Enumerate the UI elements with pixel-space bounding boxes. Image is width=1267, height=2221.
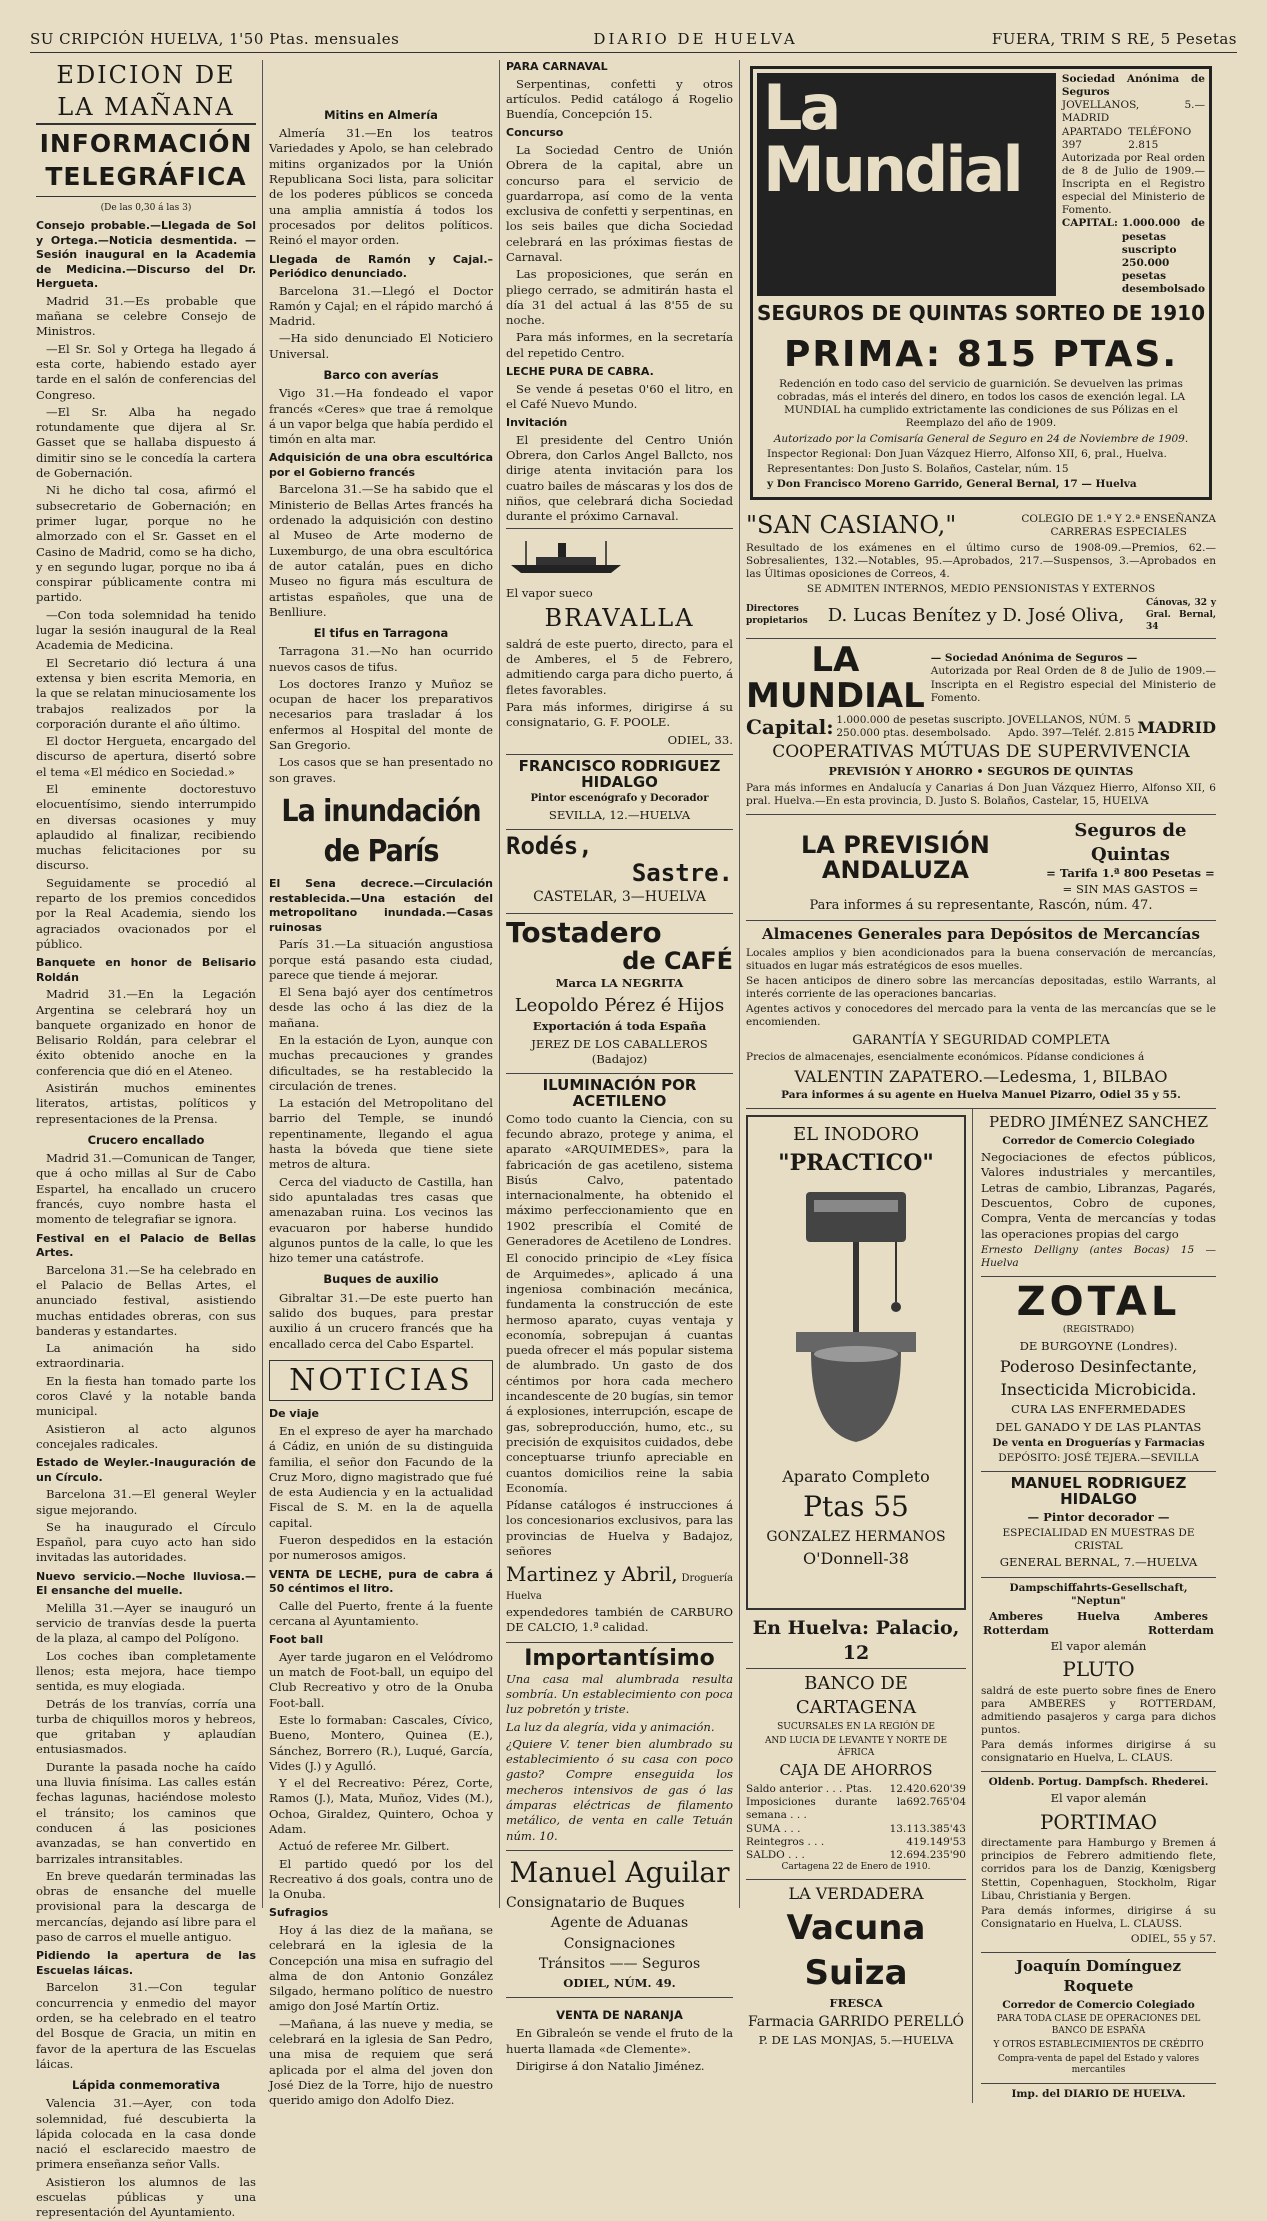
ad-address: CASTELAR, 3—HUELVA — [533, 889, 706, 906]
company-name: LA PREVISIÓN ANDALUZA — [800, 830, 990, 884]
bank-row-label: SUMA . . . — [746, 1822, 801, 1835]
ad-la-mundial — [750, 66, 1212, 500]
prima: PRIMA: 815 PTAS. — [783, 333, 1179, 375]
location: En Huelva: Palacio, 12 — [752, 1617, 960, 1665]
paragraph: Para más informes en Andalucía y Canarias á Don Juan Vázquez Hierro, Alfonso XII, 6 pral. Huelva.—En esta provincia, D. Justo S. Bolaños, Castelar, 15, HUELVA — [746, 781, 1216, 807]
article-heading: Llegada de Ramón y Cajal.–Periódico denunciado. — [269, 252, 493, 281]
ad-name: MANUEL RODRIGUEZ HIDALGO — [1010, 1474, 1187, 1509]
bank-branches: SUCURSALES EN LA REGIÓN DE — [777, 1721, 935, 1732]
paragraph: Asistieron al acto algunos concejales radicales. — [36, 1421, 256, 1451]
paragraph: La estación del Metropolitano del barrio del Temple, se inundó repentinamente, llegando el agua hasta la bóveda que tiene siete metros de altura. — [269, 1096, 493, 1172]
ad-rodriguez-hidalgo — [506, 755, 733, 830]
ad-title: VENTA DE NARANJA — [556, 2008, 683, 2023]
paragraph: Este lo formaban: Cascales, Cívico, Bueno, Montero, Quinea (E.), Sánchez, Borrero (R.), Luqué, García, Vides (J.) y Agulló. — [269, 1712, 493, 1773]
paragraph: El partido quedó por los del Recreativo á dos goals, contra uno de la Onuba. — [269, 1856, 493, 1902]
ad-line: ESPECIALIDAD EN MUESTRAS DE CRISTAL — [1002, 1527, 1195, 1553]
ad-title: EL INODORO — [793, 1124, 919, 1146]
ship-name: PORTIMAO — [1039, 1809, 1158, 1834]
ad-seller-name: Martinez y Abril, — [506, 1562, 678, 1587]
ad-line: CURA LAS ENFERMEDADES — [1011, 1402, 1186, 1417]
paragraph: y Don Francisco Moreno Garrido, General Bernal, 17 — Huelva — [767, 477, 1137, 490]
article-heading: Lápida conmemorativa — [72, 2078, 220, 2093]
paragraph: Calle del Puerto, frente á la fuente cercana al Ayuntamiento. — [269, 1598, 493, 1628]
paragraph: —Con toda solemnidad ha tenido lugar la sesión inaugural de la Real Academia de Medicina. — [36, 607, 256, 653]
paragraph: Para demás informes, dirigirse á su Consignatario en Huelva, L. CLAUSS. — [981, 1904, 1216, 1930]
paragraph: Se ha inaugurado el Círculo Español, para cuyo acto han sido invitadas las autoridades. — [36, 1519, 256, 1565]
paragraph: Actuó de referee Mr. Gilbert. — [279, 1839, 450, 1854]
column-advertisements — [740, 60, 1222, 2101]
newspaper-name: DIARIO DE HUELVA — [593, 30, 798, 48]
paragraph: La Sociedad Centro de Unión Obrera de la capital, abre un concurso para el servicio de guardarropa, así como de la venta exclusiva de confetti y serpentinas, en los seis bailes que dicha Sociedad celebrará en las próximas fiestas de Carnaval. — [506, 142, 733, 264]
bank-row-value: 692.765'04 — [906, 1796, 966, 1809]
paragraph: La animación ha sido extraordinaria. — [36, 1341, 256, 1371]
paragraph: Hoy á las diez de la mañana, se celebrará en la iglesia de la Concepción una misa en sufragio del alma de don Antonio González Silgado, hermano político de nuestro amigo don José Martín Ortiz. — [269, 1923, 493, 2014]
article-heading: Mitins en Almería — [324, 108, 438, 122]
route-center: Huelva — [1076, 1609, 1121, 1623]
paragraph: En breve quedarán terminadas las obras de ensanche del muelle provisional para la descarga de mercancías, dejando así libre para el paso de carros el muelle antiguo. — [36, 1868, 256, 1944]
paragraph: —Mañana, á las nueve y media, se celebrará en la iglesia de San Pedro, una misa de requiem que será aplicada por el alma del joven don José Diez de la Torre, hijo de nuestro querido amigo don Adolfo Diez. — [269, 2016, 493, 2108]
article-heading: El Sena decrece.—Circulación restablecida.—Una estación del metropolitano inundada.—Casas ruinosas — [269, 877, 493, 934]
broker-name: PEDRO JIMÉNEZ SANCHEZ — [988, 1113, 1209, 1132]
ad-subtitle: Pintor escenógrafo y Decorador — [530, 793, 709, 805]
printer-credit: Imp. del DIARIO DE HUELVA. — [1011, 2088, 1186, 2101]
paragraph: Ni he dicho tal cosa, afirmó el subsecretario de Gobernación; en primer lugar, porque no he almorzado con el Sr. Gasset en el Casino de Madrid, como se ha dicho, y en segundo lugar, porque no iba á conspirar públicamente contra mi partido. — [36, 483, 256, 605]
seguros-quintas: SEGUROS DE QUINTAS — [757, 301, 1009, 326]
ad-san-casiano — [746, 506, 1216, 639]
bank-row-label: Saldo anterior . . . Ptas. — [746, 1783, 872, 1796]
ad-role: — Pintor decorador — — [1027, 1509, 1170, 1524]
article-heading: LECHE PURA DE CABRA. — [506, 365, 654, 379]
ad-rodes-sastre — [506, 830, 733, 914]
ad-line: Consignaciones — [563, 1935, 676, 1952]
telephone: TELÉFONO 2.815 — [1128, 125, 1192, 151]
paragraph: Dirigirse á don Natalio Jiménez. — [516, 2058, 705, 2073]
paragraph: Precios de almacenajes, esencialmente económicos. Pídanse condiciones á — [746, 1050, 1145, 1063]
bank-row-value: 419.149'53 — [906, 1835, 966, 1848]
ad-address: SEVILLA, 12.—HUELVA — [548, 807, 691, 822]
article-heading: Consejo probable.—Llegada de Sol y Ortega.—Noticia desmentida. —Sesión inaugural en la Academia de Medicina.—Discurso del Dr. Hergueta. — [36, 219, 256, 291]
address: JOVELLANOS, 5.—MADRID — [1061, 99, 1205, 125]
paragraph: Vigo 31.—Ha fondeado el vapor francés «Ceres» que trae á remolque á un vapor belga que había perdido el timón en alta mar. — [269, 386, 493, 447]
article-heading: Banquete en honor de Belisario Roldán — [36, 956, 256, 984]
contact-name: VALENTIN ZAPATERO.—Ledesma, 1, BILBAO — [794, 1066, 1168, 1086]
ad-title: "PRACTICO" — [778, 1149, 934, 1176]
ad-line: Tránsitos —— Seguros — [538, 1956, 701, 1973]
paragraph: Los coches iban completamente llenos; esta mejora, hace tiempo sentida, es muy elogiada. — [36, 1648, 256, 1694]
paragraph: Valencia 31.—Ayer, con toda solemnidad, fué descubierta la lápida colocada en la casa donde nació el esclarecido maestro de primera enseñanza señor Valls. — [36, 2096, 256, 2172]
broker-role: Corredor de Comercio Colegiado — [1002, 1998, 1195, 2011]
paragraph: Los casos que se han presentado no son graves. — [269, 755, 493, 785]
article-heading: Estado de Weyler.-Inauguración de un Círculo. — [36, 1456, 256, 1484]
paragraph: Barcelon 31.—Con tegular concurrencia y enmedio del mayor orden, se ha celebrado en el teatro del Bosque de Gracia, un mitin en favor de la apertura de las Escuelas láicas. — [36, 1980, 256, 2071]
headline-paris-flood: La inundación de París — [281, 793, 481, 869]
address: JOVELLANOS, NÚM. 5 — [1008, 714, 1131, 727]
ad-seller-place: Droguería Huelva — [506, 1573, 734, 1602]
ad-line: PARA TODA CLASE DE OPERACIONES DEL BANCO DE ESPAÑA — [996, 2013, 1201, 2036]
ad-line: Aparato Completo — [782, 1466, 930, 1486]
paragraph: —El Sr. Sol y Ortega ha llegado á esta corte, habiendo estado ayer tarde en el salón de conferencias del Congreso. — [36, 341, 256, 402]
paragraph: Tarragona 31.—No han ocurrido nuevos casos de tifus. — [269, 644, 493, 674]
paragraph: Seguidamente se procedió al reparto de los premios concedidos por la Real Academia, siendo los agraciados ovacionados por el público. — [36, 875, 256, 951]
bank-region: AND LUCIA DE LEVANTE Y NORTE DE ÁFRICA — [764, 1735, 948, 1758]
ad-line: Insecticida Microbicida. — [1000, 1380, 1197, 1400]
paragraph: Para informes á su representante, Rascón, núm. 47. — [809, 897, 1153, 913]
ad-naranja — [506, 1998, 733, 2074]
ad-subtitle: Sastre. — [631, 859, 733, 887]
ad-line: LA VERDADERA — [788, 1883, 924, 1903]
ad-export: Exportación á toda España — [532, 1019, 707, 1034]
pharmacy: Farmacia GARRIDO PERELLÓ — [747, 2013, 965, 2030]
ship-address: ODIEL, 33. — [667, 732, 733, 747]
ad-price: Ptas 55 — [803, 1490, 909, 1523]
paragraph: Una casa mal alumbrada resulta sombría. Un establecimiento con poca luz pobretón y triste. — [506, 1671, 733, 1717]
no-extra-cost: = SIN MAS GASTOS = — [1062, 881, 1199, 896]
article-heading: De viaje — [269, 1407, 320, 1421]
paragraph: Pídanse catálogos é instrucciones á los concesionarios exclusivos, para las provincias de Huelva y Badajoz, señores — [506, 1498, 733, 1558]
paragraph: Como todo cuanto la Ciencia, con su fecundo abrazo, protege y anima, el aparato «ARQUIMEDES», para la fabricación de gas acetileno, sistema Bisús Calvo, patentado internacionalmente, ha obtenido el máximo perfeccionamiento que en 1902 prescribía el Comité de Generadores de Acetileno de Londres. — [506, 1111, 733, 1249]
paragraph: Autorizado por la Comisaría General de Seguro en 24 de Noviembre de 1909. — [773, 432, 1189, 445]
ad-manuel-aguilar — [506, 1851, 733, 1998]
capital-subscribed: 1.000.000 de pesetas suscripto — [1121, 217, 1205, 256]
paragraph: Representantes: Don Justo S. Bolaños, Castelar, núm. 15 — [767, 462, 1069, 475]
paragraph: saldrá de este puerto sobre fines de Enero para AMBERES y ROTTERDAM, admitiendo pasajeros y carga para dichos puntos. — [981, 1684, 1216, 1736]
masthead — [30, 30, 1237, 53]
ad-pedro-jimenez — [981, 1109, 1216, 1277]
ad-zotal — [981, 1277, 1216, 1472]
ad-title: Tostadero — [506, 915, 662, 949]
article-heading: Pidiendo la apertura de las Escuelas láicas. — [36, 1949, 256, 1977]
paragraph: Para más informes, en la secretaría del repetido Centro. — [506, 330, 733, 360]
ship-name: BRAVALLA — [544, 604, 695, 633]
paragraph: Madrid 31.—En la Legación Argentina se celebrará hoy un banquete organizado en honor de Belisario Roldán, para celebrar el éxito obtenido anoche en la conferencia que dió en el Ateneo. — [36, 987, 256, 1078]
ad-line: FRESCA — [829, 1995, 883, 2010]
article-heading: Foot ball — [269, 1633, 324, 1647]
product-name: ZOTAL — [1016, 1279, 1181, 1326]
ad-joaquin-dominguez — [981, 1953, 1216, 2084]
ad-address: GENERAL BERNAL, 7.—HUELVA — [999, 1555, 1198, 1570]
article-heading: Sufragios — [269, 1906, 329, 1920]
ad-title: de CAFÉ — [622, 947, 733, 976]
paragraph: Madrid 31.—Comunican de Tanger, que á ocho millas al Sur de Cabo Espartel, ha encallado un crucero francés, cuyo nombre hasta el momento de telegrafiar se ignora. — [36, 1151, 256, 1227]
paragraph: —Ha sido denunciado El Noticiero Universal. — [269, 331, 493, 361]
paragraph: Locales amplios y bien acondicionados para la buena conservación de mercancías, situados en lugar más estratégicos de esos muelles. — [746, 946, 1216, 972]
ad-palacio — [746, 1616, 966, 1669]
bank-name: BANCO DE CARTAGENA — [795, 1673, 917, 1719]
ad-address: P. DE LAS MONJAS, 5.—HUELVA — [758, 2033, 954, 2048]
ad-portimao — [981, 1772, 1216, 1953]
paragraph: Cerca del viaducto de Castilla, han sido apuntaladas tres casas que amenazaban ruina. Los vecinos las evacuaron por haberse hundido algunos puntos de la calle, lo que les hizo temer una catástrofe. — [269, 1174, 493, 1266]
paragraph: El eminente doctorestuvo elocuentísimo, siendo interrumpido en diversas ocasiones y muy aplaudido al finalizar, recibiendo muchas felicitaciones por su discurso. — [36, 782, 256, 873]
ad-line: DE BURGOYNE (Londres). — [1019, 1338, 1178, 1353]
ad-line: DEPÓSITO: JOSÉ TEJERA.—SEVILLA — [998, 1452, 1199, 1465]
paragraph: ¿Quiere V. tener bien alumbrado su establecimiento ó su casa con poco gasto? Compre enseguida los mecheros intensivos de gas ó las ámparas eléctricas de filamento metálico, de venta en calle Tetuán núm. 10. — [506, 1736, 733, 1843]
capital-label: Capital: — [746, 715, 834, 740]
bank-row-label: SALDO . . . — [746, 1848, 805, 1861]
section-title: INFORMACIÓN TELEGRÁFICA — [36, 127, 256, 197]
city: MADRID — [1137, 717, 1216, 737]
ad-line: De venta en Droguerías y Farmacias — [992, 1437, 1205, 1450]
paragraph: Se hacen anticipos de dinero sobre las mercancías depositadas, estilo Warrants, al interés corriente de las operaciones bancarias. — [746, 975, 1216, 1001]
paragraph: París 31.—La situación angustiosa porque está pasando esta ciudad, parece que tiende á mejorar. — [269, 937, 493, 982]
paragraph: El Sena bajó ayer dos centímetros desde las ocho á las diez de la mañana. — [269, 985, 493, 1030]
paragraph: Barcelona 31.—Se ha sabido que el Ministerio de Bellas Artes francés ha ordenado la adquisición con destino al Museo de Arte moderno de Luxemburgo, de una obra escultórica de autor catalán, pues en dicho Museo no figura más escultura de artistas españoles, que una de Benlliure. — [269, 482, 493, 619]
bank-row-value: 13.113.385'43 — [889, 1822, 966, 1835]
society: — Sociedad Anónima de Seguros — — [930, 652, 1138, 665]
article-heading: Barco con averías — [323, 368, 439, 383]
paragraph: El presidente del Centro Unión Obrera, don Carlos Angel Ballcto, nos dirige atenta invitación para los cuatro bailes de máscaras y los dos de niños, que celebrará dicha Sociedad durante el próximo Carnaval. — [506, 432, 733, 524]
ad-seller — [506, 1561, 733, 1603]
paragraph: Agentes activos y conocedores del mercado para la venta de las mercancías que se le encomienden. — [746, 1003, 1216, 1029]
column-news — [263, 60, 500, 2108]
article-heading: Crucero encallado — [87, 1132, 205, 1147]
edition-title: EDICION DE LA MAÑANA — [36, 60, 256, 125]
route-left: Amberes Rotterdam — [983, 1609, 1049, 1638]
paragraph: Y el del Recreativo: Pérez, Corte, Ramos (J.), Mata, Muñoz, Vides (M.), Ochoa, Giraldez, Quintero, Ochoa y Adam. — [269, 1776, 493, 1836]
paragraph: Negociaciones de efectos públicos, Valores industriales y mercantiles, Letras de cambio, Libranzas, Pagarés, Descuentos, Cobro de cupones, Compra, Venta de mercancías y todas las operaciones propias del cargo — [981, 1150, 1216, 1241]
la-mundial-logo: La Mundial — [757, 73, 1056, 296]
column-ads-mixed — [500, 60, 740, 2073]
paragraph: Barcelona 31.—Se ha celebrado en el Palacio de Bellas Artes, el anunciado festival, asistiendo muchas entidades obreras, con sus banderas y estandartes. — [36, 1262, 256, 1338]
bank-row-value: 12.694.235'90 — [889, 1848, 966, 1861]
registered: (REGISTRADO) — [1062, 1325, 1135, 1336]
coop-title: COOPERATIVAS MÚTUAS DE SUPERVIVENCIA — [772, 741, 1190, 762]
bank-table — [746, 1783, 966, 1862]
article-heading: Concurso — [506, 126, 564, 140]
paragraph: Para más informes, dirigirse á su consignatario, G. F. POOLE. — [506, 699, 733, 730]
article-heading: PARA CARNAVAL — [506, 60, 608, 73]
paragraph: El doctor Hergueta, encargado del discurso de apertura, disertó sobre el tema «El médico en Sociedad.» — [36, 734, 256, 779]
paragraph: El Secretario dió lectura á una extensa y bien escrita Memoria, en la que se relatan minuciosamente los trabajos realizados por la corporación durante el año último. — [36, 655, 256, 731]
column-telegraph — [30, 60, 263, 2220]
paragraph: En la estación de Lyon, aunque con muchas precauciones y grandes dificultades, se ha restablecido la circulación de trenes. — [269, 1033, 493, 1093]
ad-acetileno — [506, 1074, 733, 1642]
ad-line: DEL GANADO Y DE LAS PLANTAS — [995, 1419, 1202, 1434]
coop-subtitle: PREVISIÓN Y AHORRO • SEGUROS DE QUINTAS — [828, 765, 1134, 779]
bank-row-label: Imposiciones durante la semana . . . — [746, 1796, 907, 1822]
bank-section: CAJA DE AHORROS — [779, 1761, 933, 1780]
paragraph: Redención en todo caso del servicio de guarnición. Se devuelven las primas cobradas, más el interés del dinero, en todos los casos de exención legal. LA MUNDIAL ha cumplido extrictamente las condiciones de sus Pólizas en el Reemplazo del año de 1909. — [776, 378, 1186, 430]
paragraph: expendedores también de CARBURO DE CALCIO, 1.ª calidad. — [506, 1604, 733, 1635]
paragraph: El conocido principio de «Ley física de Arquimedes», aplicado á una ingeniosa combinación mecánica, fundamenta la construcción de este hermoso aparato, cuyas ventaja y economía, sobrepujan á cuantas pueda ofrecer el más popular sistema de alumbrado. Un gasto de dos céntimos por hora cada mechero incandescente de 20 bugías, sin temor á explosiones, interrupción, escape de gas, sobreproducción, humo, etc., su precisión de exquisitos cuidados, debe conceptuarse triunfo apreciable en cuantos domicilios reine la sabia Economía. — [506, 1251, 734, 1495]
paragraph: Barcelona 31.—El general Weyler sigue mejorando. — [36, 1487, 256, 1517]
ad-line: Agente de Aduanas — [550, 1915, 689, 1932]
steamship-icon — [506, 537, 626, 577]
capital-paid: 250.000 pesetas desembolsado — [1121, 256, 1205, 295]
subscription-outside: FUERA, TRIM S RE, 5 Pesetas — [991, 30, 1237, 48]
paragraph: —El Sr. Alba ha negado rotundamente que dijera al Sr. Gasset que se hallaba dispuesto á dimitir sino se le concedía la cartera de Gobernación. — [36, 404, 256, 481]
ad-neptun — [981, 1578, 1216, 1773]
paragraph: SE ADMITEN INTERNOS, MEDIO PENSIONISTAS Y EXTERNOS — [806, 583, 1156, 596]
article-heading: Nuevo servicio.—Noche lluviosa.—El ensanche del muelle. — [36, 1569, 256, 1598]
po-box: Apdo. 397—Teléf. 2.815 — [1008, 727, 1135, 740]
school-name: "SAN CASIANO," — [746, 511, 957, 540]
paragraph: Resultado de los exámenes en el último curso de 1908-09.—Premios, 62.—Sobresalientes, 132.—Notables, 95.—Aprobados, 217.—Suspensos, 3.—Aprobados en las Últimas oposiciones de Correos, 4. — [746, 541, 1216, 580]
ship-line: El vapor sueco — [506, 585, 593, 600]
ad-owner: Leopoldo Pérez é Hijos — [514, 994, 725, 1016]
toilet-illustration-icon — [756, 1182, 956, 1462]
directors: D. Lucas Benítez y D. José Oliva, — [827, 605, 1125, 627]
capital-subscribed: 1.000.000 de pesetas suscripto. — [836, 714, 1006, 727]
article-heading: El tifus en Tarragona — [313, 626, 449, 641]
paragraph: Barcelona 31.—Llegó el Doctor Ramón y Cajal; en el rápido marchó á Madrid. — [269, 283, 493, 329]
ad-title: ILUMINACIÓN POR ACETILENO — [542, 1076, 697, 1110]
ad-la-mundial-cooperativas — [746, 639, 1216, 815]
paragraph: Durante la pasada noche ha caído una lluvia finísima. Las calles están fechas lagunas, haciéndose molesto el tránsito; los caminos que conducen á las posiciones avanzadas, se han convertido en barrizales intransitables. — [36, 1759, 256, 1866]
ad-almacenes — [746, 921, 1216, 1109]
ad-name: FRANCISCO RODRIGUEZ HIDALGO — [518, 756, 721, 791]
insurance-type: Seguros de Quintas — [1074, 819, 1187, 865]
paragraph: Se vende á pesetas 0'60 el litro, en el Café Nuevo Mundo. — [506, 381, 733, 411]
paragraph: Almería 31.—En los teatros Variedades y Apolo, se han celebrado mitins organizados por la Unión Republicana Soci lista, para solicitar de los poderes públicos se conceda una amplia amnistía á todos los procesados por delitos políticos. Reinó el mayor orden. — [269, 126, 493, 248]
ship-name: PLUTO — [1062, 1657, 1135, 1682]
bank-row-label: Reintegros . . . — [746, 1835, 825, 1848]
ad-line: Consignatario de Buques — [506, 1894, 685, 1911]
po-box: APARTADO 397 — [1061, 125, 1122, 151]
article-heading: Adquisición de una obra escultórica por el Gobierno francés — [269, 451, 493, 479]
ad-address: ODIEL, NÚM. 49. — [563, 1975, 676, 1990]
paragraph: GARANTÍA Y SEGURIDAD COMPLETA — [852, 1032, 1110, 1048]
paragraph: En el expreso de ayer ha marchado á Cádiz, en unión de su distinguida familia, el señor don Facundo de la Cruz Moro, digno magistrado que fué de esta Audiencia y en la actualidad Fiscal de S. M. en la de aquella capital. — [269, 1423, 493, 1530]
paragraph: La luz da alegría, vida y animación. — [506, 1719, 715, 1734]
paragraph: Inspector Regional: Don Juan Vázquez Hierro, Alfonso XII, 6, pral., Huelva. — [767, 447, 1167, 460]
paragraph: Gibraltar 31.—De este puerto han salido dos buques, para prestar auxilio á un crucero francés que ha encallado cerca del Cabo Espartel. — [269, 1290, 493, 1351]
paragraph: Ayer tarde jugaron en el Velódromo un match de Foot-ball, un equipo del Club Recreativo y otro de la Onuba Foot-ball. — [269, 1649, 493, 1710]
ad-manuel-rodriguez — [981, 1472, 1216, 1577]
ad-name: Manuel Aguilar — [509, 1855, 730, 1889]
society: Sociedad Anónima de Seguros — [1061, 73, 1205, 99]
ad-prevision-andaluza — [746, 815, 1216, 921]
paragraph: Las proposiciones, que serán en pliego cerrado, se admitirán hasta el día 31 del actual á las 8'55 de su noche. — [506, 267, 733, 328]
ad-title: Vacuna Suiza — [786, 1907, 926, 1993]
paragraph: En Gibraleón se vende el fruto de la huerta llamada «de Clemente». — [506, 2026, 733, 2056]
paragraph: Los doctores Iranzo y Muñoz se ocupan de hacer los preparativos necesarios para trasladar á los enfermos al Hospital del monte de San Gregorio. — [269, 676, 493, 753]
article-heading: Buques de auxilio — [323, 1272, 439, 1287]
company-name: LA MUNDIAL — [746, 639, 925, 716]
paragraph: directamente para Hamburgo y Bremen á principios de Febrero admitiendo flete, corridos para los de Danzig, Kœnigsberg Stettin, Copenhaguen, Stockholm, Rigar Libau, Christiania y Bergen. — [981, 1837, 1216, 1902]
ad-title: Importantísimo — [524, 1645, 715, 1671]
ad-address: ODIEL, 55 y 57. — [1130, 1933, 1216, 1946]
lower-ads — [746, 1109, 1216, 2103]
sorteo: SORTEO DE 1910 — [1014, 301, 1205, 326]
paragraph: En la fiesta han tomado parte los coros Clavé y la notable banda municipal. — [36, 1373, 256, 1419]
ad-inodoro-practico — [746, 1115, 966, 1610]
paragraph: Melilla 31.—Ayer se inauguró un servicio de tranvías desde la puerta de la plaza, al campo del Polígono. — [36, 1600, 256, 1646]
article-heading: Invitación — [506, 416, 568, 430]
shipping-company: Oldenb. Portug. Dampfsch. Rhederei. — [988, 1776, 1209, 1789]
capital-paid: 250.000 ptas. desembolsado. — [836, 727, 992, 740]
ad-address: O'Donnell-38 — [802, 1549, 910, 1569]
ship-line: El vapor alemán — [1050, 1638, 1147, 1653]
ad-banco-cartagena — [746, 1669, 966, 1880]
subscription-local: SU CRIPCIÓN HUELVA, 1'50 Ptas. mensuales — [30, 30, 400, 48]
ad-brand: Marca LA NEGRITA — [555, 976, 684, 991]
ad-line: Y OTROS ESTABLECIMIENTOS DE CRÉDITO — [993, 2039, 1204, 2050]
paragraph: Detrás de los tranvías, corría una turba de chiquillos moros y hebreos, que gritaban y aplaudían entusiasmados. — [36, 1696, 256, 1757]
capital-label: CAPITAL: — [1061, 217, 1118, 230]
paragraph: Fueron despedidos en la estación por numerosos amigos. — [269, 1533, 493, 1563]
ad-line: Poderoso Desinfectante, — [999, 1357, 1198, 1377]
ad-title: Almacenes Generales para Depósitos de Mercancías — [762, 925, 1200, 944]
hours: (De las 0,30 á las 3) — [100, 203, 192, 214]
ad-bravalla — [506, 528, 733, 754]
paragraph: Asistieron los alumnos de las escuelas públicas y una representación del Ayuntamiento. — [36, 2174, 256, 2220]
ad-seller: GONZALEZ HERMANOS — [766, 1528, 946, 1545]
paragraph: Madrid 31.—Es probable que mañana se celebre Consejo de Ministros. — [36, 293, 256, 339]
ad-address: JEREZ DE LOS CABALLEROS (Badajoz) — [531, 1036, 708, 1066]
shipping-company: Dampschiffahrts-Gesellschaft, "Neptun" — [1009, 1581, 1188, 1607]
section-noticias: NOTICIAS — [269, 1360, 493, 1402]
authorization: Autorizada por Real Orden de 8 de Julio de 1909.—Inscripta en el Registro especial del Ministerio de Fomento. — [930, 665, 1216, 704]
broker-name: Joaquín Domínguez Roquete — [1016, 1957, 1181, 1995]
paragraph: Asistirán muchos eminentes literatos, artistas, políticos y representaciones de la Prensa. — [36, 1081, 256, 1126]
bank-date: Cartagena 22 de Enero de 1910. — [781, 1861, 931, 1872]
school-address: Cánovas, 32 y Gral. Bernal, 34 — [1146, 598, 1216, 632]
ad-importantisimo — [506, 1643, 733, 1851]
ship-line: El vapor alemán — [1050, 1791, 1147, 1806]
paragraph: Para informes á su agente en Huelva Manuel Pizarro, Odiel 35 y 55. — [781, 1088, 1181, 1101]
ad-vacuna-suiza — [746, 1880, 966, 2054]
directors-label: Directores propietarios — [746, 604, 808, 627]
paragraph: saldrá de este puerto, directo, para el de Amberes, el 5 de Febrero, admitiendo carga para dicho puerto, á fletes favorables. — [506, 636, 733, 697]
route-right: Amberes Rotterdam — [1148, 1609, 1214, 1638]
school-levels: COLEGIO DE 1.ª Y 2.ª ENSEÑANZA — [1021, 512, 1216, 525]
authorization: Autorizada por Real orden de 8 de Julio de 1909.—Inscripta en el Registro especial del Ministerio de Fomento. — [1061, 151, 1205, 217]
school-careers: CARRERAS ESPECIALES — [1050, 525, 1187, 538]
paragraph: Ernesto Delligny (antes Bocas) 15 — Huelva — [981, 1243, 1216, 1269]
ad-name: Rodés, — [506, 831, 593, 860]
tariff: = Tarifa 1.ª 800 Pesetas = — [1046, 866, 1215, 881]
paragraph: Serpentinas, confetti y otros artículos. Pedid catálogo á Rogelio Buendía, Concepción 15. — [506, 76, 733, 122]
paragraph: Para demás informes dirigirse á su consignatario en Huelva, L. CLAUS. — [981, 1739, 1216, 1765]
broker-role: Corredor de Comercio Colegiado — [1002, 1134, 1195, 1147]
article-heading: Festival en el Palacio de Bellas Artes. — [36, 1231, 256, 1260]
article-heading: VENTA DE LECHE, pura de cabra á 50 céntimos el litro. — [269, 1567, 493, 1596]
ad-tostadero — [506, 914, 733, 1075]
bank-row-value: 12.420.620'39 — [889, 1783, 966, 1796]
ad-line: Compra-venta de papel del Estado y valores mercantiles — [997, 2053, 1200, 2076]
